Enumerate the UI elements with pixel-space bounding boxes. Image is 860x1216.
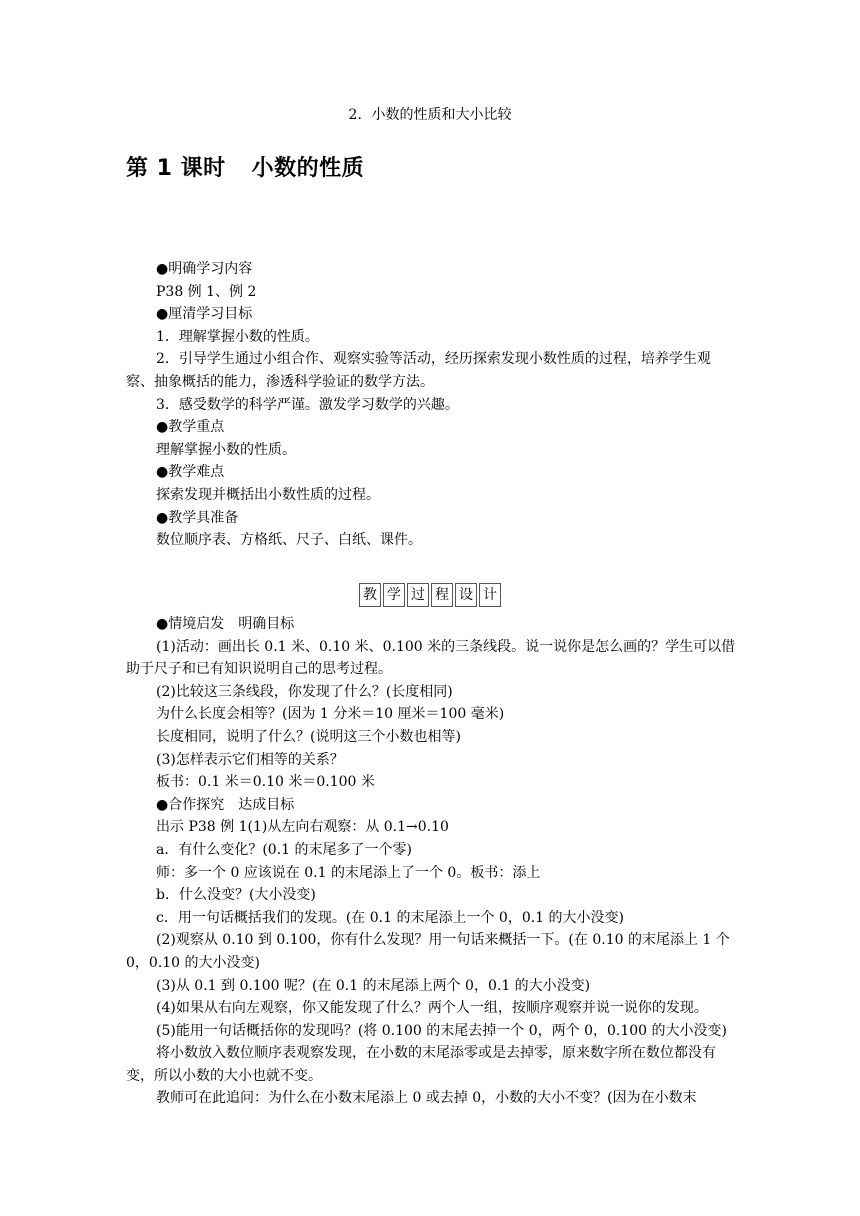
text-line: b．什么没变？(大小没变) [156,887,316,904]
text-line: (1)活动：画出长 0.1 米、0.10 米、0.100 米的三条线段。说一说你是怎么画的？学生可以借助于尺子和已有知识说明自己的思考过程。 [126,638,736,678]
text-line: 2．引导学生通过小组合作、观察实验等活动，经历探索发现小数性质的过程，培养学生观察、抽象概括的能力，渗透科学验证的数学方法。 [126,351,711,390]
teaching-process-body [126,613,736,1110]
text-line: 探索发现并概括出小数性质的过程。 [156,486,380,503]
text-line: ●合作探究 达成目标 [156,796,295,813]
banner-char: 设 [455,583,477,607]
text-line: a．有什么变化？(0.1 的末尾多了一个零) [156,841,412,858]
text-line: (5)能用一句话概括你的发现吗？(将 0.100 的末尾去掉一个 0，两个 0，0.100 的大小没变) [156,1022,727,1039]
text-line: 1．理解掌握小数的性质。 [156,328,319,345]
text-line: ●教学具准备 [156,509,239,526]
text-line: P38 例 1、例 2 [156,283,257,300]
text-line: (2)比较这三条线段，你发现了什么？(长度相同) [156,683,453,700]
text-line: 长度相同，说明了什么？(说明这三个小数也相等) [156,728,461,745]
lesson-number: 第 1 课时 [126,156,226,181]
banner-char: 教 [359,583,381,607]
section-header: 2．小数的性质和大小比较 [348,107,512,123]
text-line: (4)如果从右向左观察，你又能发现了什么？两个人一组，按顺序观察并说一说你的发现。 [156,1000,708,1017]
lesson-title [126,151,364,182]
text-line: ●教学难点 [156,464,225,481]
text-line: 理解掌握小数的性质。 [156,441,296,458]
teaching-process-banner [0,583,860,607]
text-line: (3)从 0.1 到 0.100 呢？(在 0.1 的末尾添上两个 0，0.1 的大小没变) [156,977,591,994]
text-line: ●情境启发 明确目标 [156,616,295,632]
text-line: 为什么长度会相等？(因为 1 分米＝10 厘米＝100 毫米) [156,706,505,723]
text-line: 师：多一个 0 应该说在 0.1 的末尾添上了一个 0。板书：添上 [156,864,541,881]
text-line: ●教学重点 [156,419,225,436]
banner-char: 程 [431,583,453,607]
text-line: 出示 P38 例 1(1)从左向右观察：从 0.1→0.10 [156,819,449,836]
text-line: (2)观察从 0.10 到 0.100，你有什么发现？用一句话来概括一下。(在 0.10 的末尾添上 1 个 0，0.10 的大小没变) [126,932,730,971]
banner-char: 过 [407,583,429,607]
text-line: 教师可在此追问：为什么在小数末尾添上 0 或去掉 0，小数的大小不变？(因为在小数末 [156,1090,697,1107]
lesson-overview [126,258,736,552]
text-line: ●明确学习内容 [156,261,253,277]
text-line: c．用一句话概括我们的发现。(在 0.1 的末尾添上一个 0，0.1 的大小没变) [156,909,625,926]
text-line: (3)怎样表示它们相等的关系？ [156,751,344,768]
banner-char: 计 [479,583,501,607]
text-line: 板书：0.1 米＝0.10 米＝0.100 米 [156,774,375,791]
text-line: 将小数放入数位顺序表观察发现，在小数的末尾添零或是去掉零，原来数字所在数位都没有变，所以小数的大小也就不变。 [126,1045,716,1084]
banner-char: 学 [383,583,405,607]
text-line: 数位顺序表、方格纸、尺子、白纸、课件。 [156,532,422,549]
lesson-name: 小数的性质 [251,156,365,181]
text-line: ●厘清学习目标 [156,306,253,323]
text-line: 3．感受数学的科学严谨。激发学习数学的兴趣。 [156,396,459,413]
